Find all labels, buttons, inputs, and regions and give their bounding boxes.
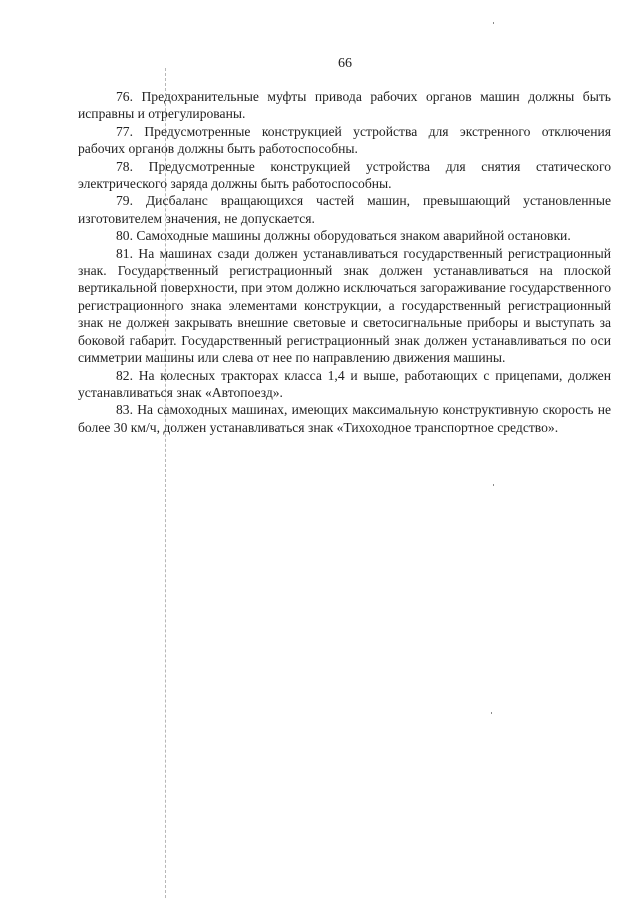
paragraph-78: 78. Предусмотренные конструкцией устройства для снятия статического электрического заряда должны быть работоспособны. (78, 158, 611, 192)
paragraph-77: 77. Предусмотренные конструкцией устройства для экстренного отключения рабочих органов должны быть работоспособны. (78, 123, 611, 157)
paragraph-80: 80. Самоходные машины должны оборудоваться знаком аварийной остановки. (116, 228, 571, 244)
scan-speck (493, 22, 494, 24)
document-body (78, 88, 611, 436)
paragraph-82: 82. На колесных тракторах класса 1,4 и выше, работающих с прицепами, должен устанавливаться знак «Автопоезд». (78, 367, 611, 400)
paragraph-83: 83. На самоходных машинах, имеющих максимальную конструктивную скорость не более 30 км/ч, должен устанавливаться знак «Тихоходное транспортное средство». (78, 402, 611, 435)
page-number: 66 (338, 56, 352, 71)
scan-speck (493, 484, 494, 486)
scan-speck (491, 712, 492, 714)
paragraph-79: 79. Дисбаланс вращающихся частей машин, превышающий установленные изготовителем значения, не допускается. (78, 193, 611, 226)
paragraph-76: 76. Предохранительные муфты привода рабочих органов машин должны быть исправны и отрегулированы. (78, 89, 611, 122)
paragraph-81: 81. На машинах сзади должен устанавливаться государственный регистрационный знак. Государственный регистрационный знак должен устанавливаться на плоской вертикальной поверхности, при этом должно исключаться загораживание государственного регистрационного знака элементами конструкции, а государственный регистрационный знак не должен закрывать внешние световые и светосигнальные приборы и выступать за боковой габарит. Государственный регистрационный знак должен устанавливаться по оси симметрии машины или слева от нее по направлению движения машины. (78, 245, 611, 366)
